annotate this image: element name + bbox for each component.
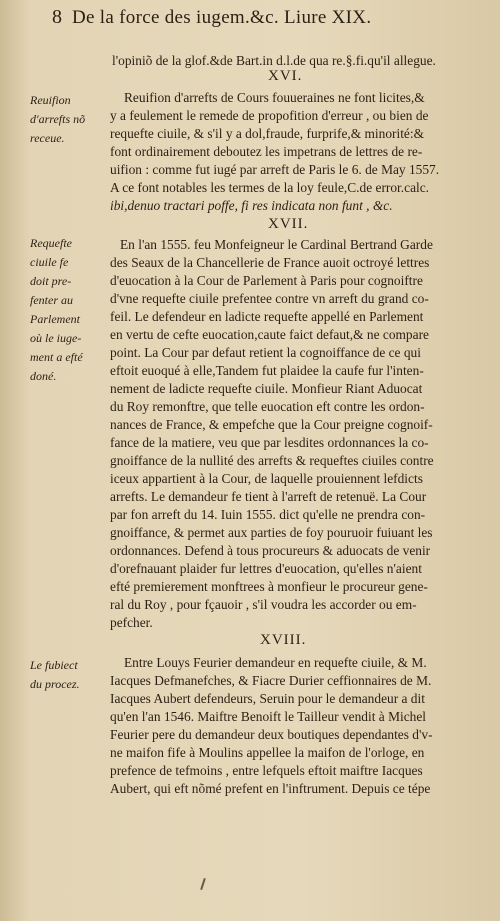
margin-note-line: ciuile fe bbox=[30, 255, 69, 269]
margin-note-xvii bbox=[30, 234, 110, 386]
margin-note-line: doné. bbox=[30, 369, 57, 383]
text-line: point. La Cour par defaut retient la cognoiffance de ce qui bbox=[110, 345, 421, 360]
text-line: prefence de tefmoins , entre lefquels eftoit maiftre Iacques bbox=[110, 763, 423, 778]
page-number: 8 bbox=[52, 6, 62, 28]
text-line: ral du Roy , pour fçauoir , s'il voudra les accorder ou em- bbox=[110, 597, 417, 612]
section-heading-xvii: XVII. bbox=[268, 216, 309, 232]
text-line: ne maifon fife à Moulins appellee la maifon de l'orloge, en bbox=[110, 745, 425, 760]
margin-note-line: où le iuge- bbox=[30, 331, 82, 345]
text-line: d'vne requefte ciuile prefentee contre vn arreft du grand co- bbox=[110, 291, 429, 306]
text-line: par fon arreft du 14. Iuin 1555. dict qu'elle ne prendra con- bbox=[110, 507, 426, 522]
text-line: en vertu de cefte euocation,caute faict defaut,& ne compare bbox=[110, 327, 429, 342]
text-line: arrefts. Le demandeur fe tient à l'arreft de retenuë. La Cour bbox=[110, 489, 427, 504]
text-line: nement de ladicte requefte ciuile. Monfieur Riant Aduocat bbox=[110, 381, 423, 396]
margin-note-line: Parlement bbox=[30, 312, 80, 326]
text-line: d'euocation à la Cour de Parlement à Paris pour cognoiftre bbox=[110, 273, 423, 288]
section-heading-xviii: XVIII. bbox=[260, 632, 307, 648]
margin-note-line: d'arrefts nõ bbox=[30, 112, 86, 126]
text-line: gnoiffance de la nullité des arrefts & requeftes ciuiles contre bbox=[110, 453, 434, 468]
margin-note-line: Reuifion bbox=[30, 93, 71, 107]
text-line: y a feulement le remede de propofition d'erreur , ou bien de bbox=[110, 108, 429, 123]
margin-note-line: Le fubiect bbox=[30, 658, 78, 672]
text-line: d'orefnauant plaider fur lettres d'euocation, qu'elles n'aient bbox=[110, 561, 422, 576]
text-line: nances de France, & empefche que la Cour preigne cognoif- bbox=[110, 417, 433, 432]
text-line: eftoit euoqué à elle,Tandem fut plaidee la caufe fur l'inten- bbox=[110, 363, 424, 378]
margin-note-line: Requefte bbox=[30, 236, 72, 250]
text-line: ordonnances. Defend à tous procureurs & aduocats de venir bbox=[110, 543, 431, 558]
text-line: Feurier pere du demandeur deux boutiques dependantes d'v- bbox=[110, 727, 433, 742]
text-line: feil. Le defendeur en ladicte requefte appellé en Parlement bbox=[110, 309, 424, 324]
text-line: pefcher. bbox=[110, 615, 153, 630]
text-line: font ordinairement deboutez les impetrans de lettres de re- bbox=[110, 144, 423, 159]
text-line: fance de la matiere, veu que par lesdites ordonnances la co- bbox=[110, 435, 429, 450]
text-line: uifion : comme fut iugé par arreft de Paris le 6. de May 1557. bbox=[110, 162, 440, 177]
text-line: En l'an 1555. feu Monfeigneur le Cardinal Bertrand Garde bbox=[120, 237, 433, 252]
margin-note-line: fenter au bbox=[30, 293, 73, 307]
margin-note-line: ment a efté bbox=[30, 350, 83, 364]
text-line: qu'en l'an 1546. Maiftre Benoift le Tailleur vendit à Michel bbox=[110, 709, 426, 724]
margin-note-line: du procez. bbox=[30, 677, 80, 691]
text-line: efté premierement monftrees à monfieur le procureur gene- bbox=[110, 579, 428, 594]
text-line: ibi,denuo tractari poffe, fi res indicata non funt , &c. bbox=[110, 198, 393, 213]
section-heading-xvi: XVI. bbox=[268, 68, 303, 84]
running-title: De la force des iugem.&c. Liure XIX. bbox=[72, 7, 372, 28]
text-line: Iacques Aubert defendeurs, Seruin pour le demandeur a dit bbox=[110, 691, 425, 706]
margin-note-line: doit pre- bbox=[30, 274, 72, 288]
text-line: A ce font notables les termes de la loy feule,C.de error.calc. bbox=[110, 180, 430, 195]
text-line: du Roy remonftre, que telle euocation eft contre les ordon- bbox=[110, 399, 425, 414]
text-line: Aubert, qui eft nõmé prefent en l'inftrument. Depuis ce tépe bbox=[110, 781, 431, 796]
page-header bbox=[52, 6, 486, 36]
text-line: Reuifion d'arrefts de Cours fouueraines ne font licites,& bbox=[124, 90, 425, 105]
text-line: Iacques Defmanefches, & Fiacre Durier ceffionnaires de M. bbox=[110, 673, 432, 688]
text-line: gnoiffance, & permet aux parties de foy pouruoir fuiuant les bbox=[110, 525, 433, 540]
text-line: requefte ciuile, & s'il y a dol,fraude, furprife,& minorité:& bbox=[110, 126, 425, 141]
margin-note-xvi bbox=[30, 91, 110, 148]
ink-mark bbox=[200, 878, 206, 890]
text-line: Entre Louys Feurier demandeur en requefte ciuile, & M. bbox=[124, 655, 427, 670]
text-line: des Seaux de la Chancellerie de France auoit octroyé lettres bbox=[110, 255, 430, 270]
margin-note-xviii bbox=[30, 656, 110, 694]
text-line: iceux appartient à la Cour, de laquelle prouiennent lefdicts bbox=[110, 471, 423, 486]
text-line: l'opiniõ de la glof.&de Bart.in d.l.de qua re.§.fi.qu'il allegue. bbox=[112, 53, 436, 68]
margin-note-line: receue. bbox=[30, 131, 65, 145]
